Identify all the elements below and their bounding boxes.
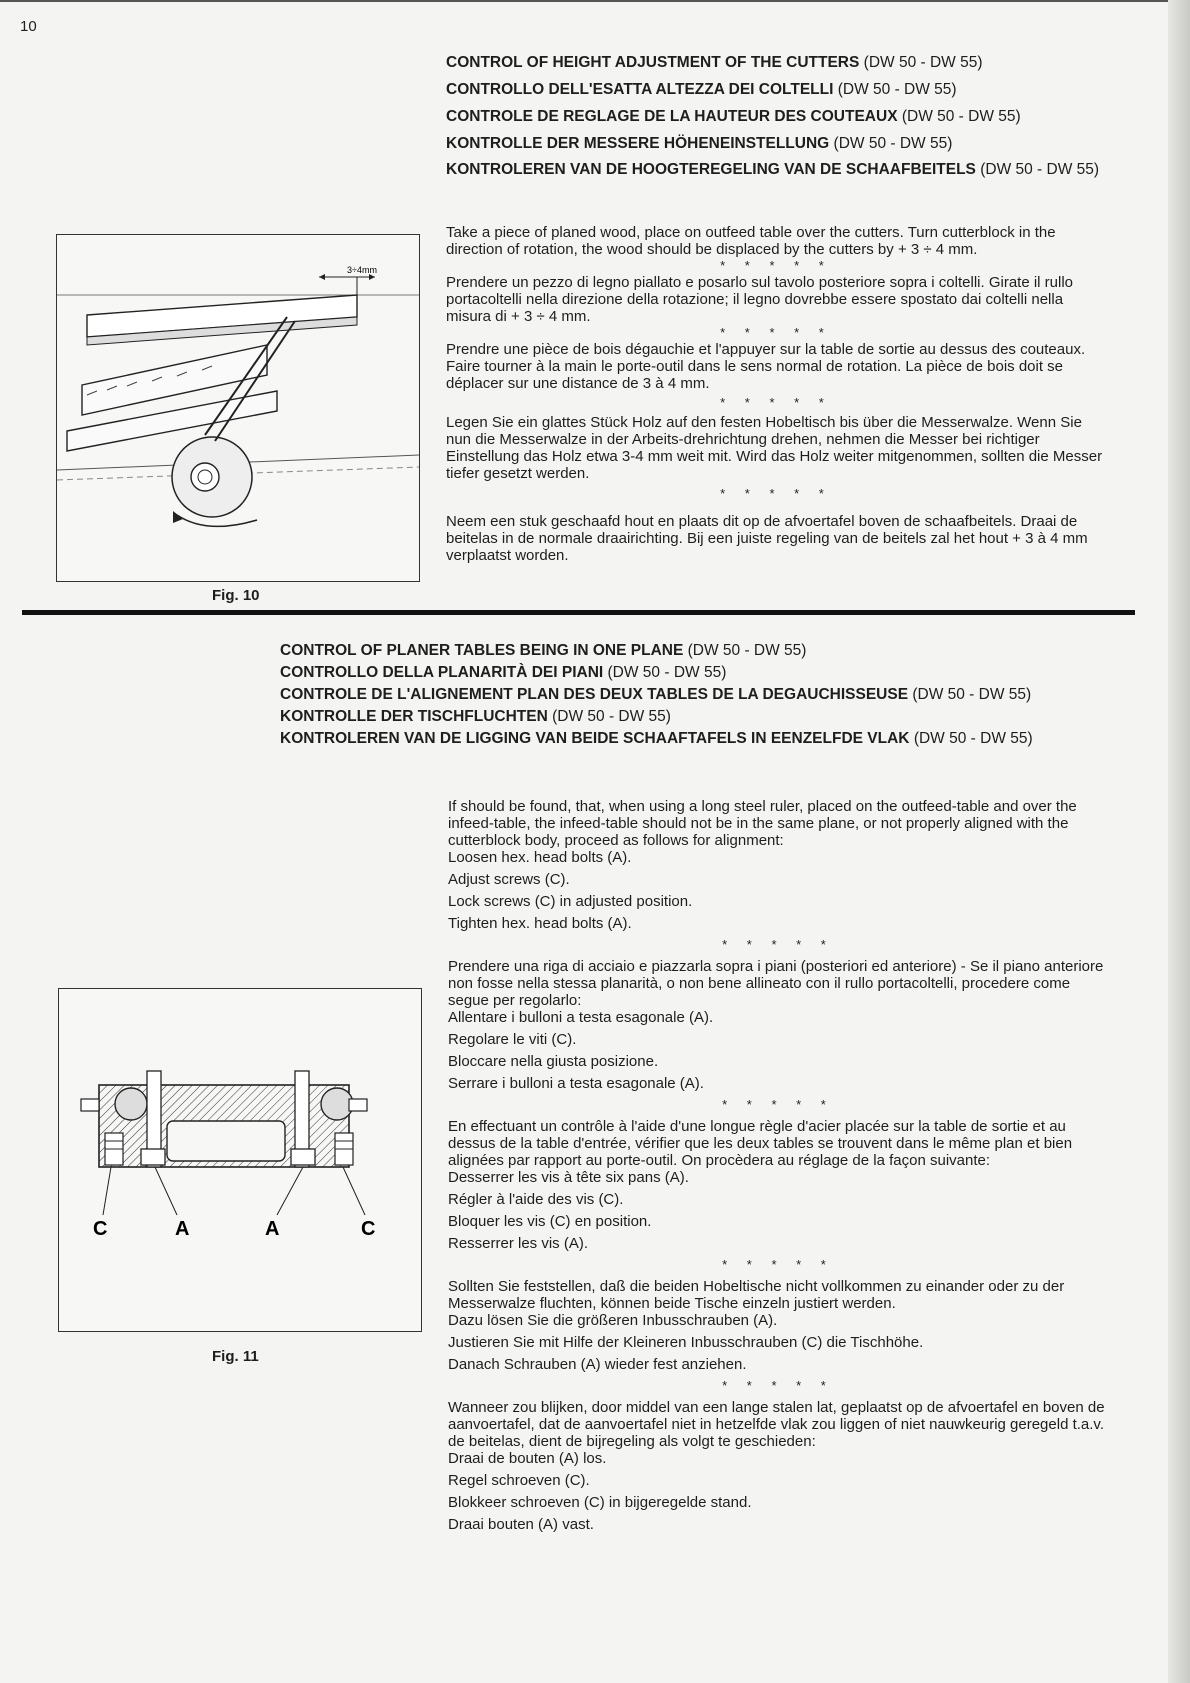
- heading-nl: KONTROLEREN VAN DE LIGGING VAN BEIDE SCHAAFTAFELS IN EENZELFDE VLAK (DW 50 - DW 55): [280, 730, 1033, 747]
- intro-nl: Wanneer zou blijken, door middel van een lange stalen lat, geplaatst op de afvoertafel en boven de aanvoertafel, dat de aanvoertafel niet in hetzelfde vlak zou liggen of niet nauwkeurig geregeld t.a.v. de beitelas, dient de bijregeling als volgt te geschieden:: [448, 1399, 1105, 1450]
- heading-en: CONTROL OF HEIGHT ADJUSTMENT OF THE CUTTERS (DW 50 - DW 55): [446, 54, 983, 71]
- step: Bloccare nella giusta posizione.: [448, 1053, 659, 1070]
- section1-text: [446, 224, 1106, 564]
- step: Dazu lösen Sie die größeren Inbusschrauben (A).: [448, 1312, 778, 1329]
- paragraph-de: Legen Sie ein glattes Stück Holz auf den festen Hobeltisch bis über die Messerwalze. Wenn Sie nun die Messerwalze in der Arbeits-drehrichtung drehen, nehmen die Messer bei richtiger Einstellung das Holz etwa 3-4 mm weit mit. Wird das Holz weiter mitgenommen, sollten die Messer tiefer gesetzt werden.: [446, 414, 1103, 482]
- separator-stars: * * * * *: [722, 1378, 834, 1393]
- separator-stars: * * * * *: [722, 1257, 834, 1272]
- step: Regolare le viti (C).: [448, 1031, 577, 1048]
- separator-stars: * * * * *: [722, 937, 834, 952]
- separator-stars: * * * * *: [720, 486, 832, 501]
- step: Loosen hex. head bolts (A).: [448, 849, 632, 866]
- step: Justieren Sie mit Hilfe der Kleineren Inbusschrauben (C) die Tischhöhe.: [448, 1334, 924, 1351]
- step: Desserrer les vis à tête six pans (A).: [448, 1169, 689, 1186]
- paragraph-it: Prendere un pezzo di legno piallato e posarlo sul tavolo posteriore sopra i coltelli. Girate il rullo portacoltelli nella direzione della rotazione; il legno dovrebbe essere spostato dai coltelli nella misura di + 3 ÷ 4 mm.: [446, 274, 1074, 325]
- separator-stars: * * * * *: [722, 1097, 834, 1112]
- step: Allentare i bulloni a testa esagonale (A).: [448, 1009, 714, 1026]
- label-a-right: A: [265, 1218, 280, 1240]
- section-divider: [22, 610, 1135, 615]
- label-c-right: C: [361, 1218, 376, 1240]
- step: Resserrer les vis (A).: [448, 1235, 589, 1252]
- step: Lock screws (C) in adjusted position.: [448, 893, 693, 910]
- heading-nl: KONTROLEREN VAN DE HOOGTEREGELING VAN DE SCHAAFBEITELS (DW 50 - DW 55): [446, 161, 1100, 178]
- label-c-left: C: [93, 1218, 108, 1240]
- section1-headings: [446, 52, 1106, 180]
- step: Blokkeer schroeven (C) in bijgeregelde stand.: [448, 1494, 752, 1511]
- step: Draai bouten (A) vast.: [448, 1516, 594, 1533]
- figure-10-frame: [56, 234, 420, 582]
- heading-de: KONTROLLE DER TISCHFLUCHTEN (DW 50 - DW 55): [280, 708, 671, 725]
- step: Tighten hex. head bolts (A).: [448, 915, 632, 932]
- intro-it: Prendere una riga di acciaio e piazzarla sopra i piani (posteriori ed anteriore) - Se il piano anteriore non fosse nella stessa planarità, o non bene allineato con il rullo portacoltelli, procedere come segue per regolarlo:: [448, 958, 1104, 1009]
- heading-de: KONTROLLE DER MESSERE HÖHENEINSTELLUNG (DW 50 - DW 55): [446, 135, 953, 152]
- figure-11-caption: Fig. 11: [212, 1348, 259, 1365]
- intro-de: Sollten Sie feststellen, daß die beiden Hobeltische nicht vollkommen zu einander oder zu der Messerwalze fluchten, können beide Tische einzeln justiert werden.: [448, 1278, 1065, 1312]
- paragraph-fr: Prendre une pièce de bois dégauchie et l'appuyer sur la table de sortie au dessus des couteaux. Faire tourner à la main le porte-outil dans le sens normal de rotation. La pièce de bois doit se déplacer sur une distance de 3 à 4 mm.: [446, 341, 1086, 392]
- figure-11-drawing: [59, 989, 421, 1331]
- dimension-label: 3÷4mm: [347, 265, 377, 275]
- separator-stars: * * * * *: [720, 325, 832, 340]
- heading-en: CONTROL OF PLANER TABLES BEING IN ONE PLANE (DW 50 - DW 55): [280, 642, 807, 659]
- paragraph-en: Take a piece of planed wood, place on outfeed table over the cutters. Turn cutterblock in the direction of rotation, the wood should be displaced by the cutters by + 3 ÷ 4 mm.: [446, 224, 1056, 258]
- page-number: 10: [20, 18, 37, 35]
- intro-fr: En effectuant un contrôle à l'aide d'une longue règle d'acier placée sur la table de sortie et au dessus de la table d'entrée, vérifier que les deux tables se trouvent dans le même plan et bien alignées par rapport au porte-outil. On procèdera au réglage de la façon suivante:: [448, 1118, 1073, 1169]
- section2-text: [448, 798, 1108, 1533]
- figure-10-drawing: [57, 235, 419, 581]
- paragraph-nl: Neem een stuk geschaafd hout en plaats dit op de afvoertafel boven de schaafbeitels. Draai de beitelas in de normale draairichting. Bij een juiste regeling van de beitels zal het hout + 3 à 4 mm verplaatst worden.: [446, 513, 1088, 564]
- intro-en: If should be found, that, when using a long steel ruler, placed on the outfeed-table and over the infeed-table, the infeed-table should not be in the same plane, or not properly aligned with the cutterblock body, proceed as follows for alignment:: [448, 798, 1077, 849]
- heading-fr: CONTROLE DE REGLAGE DE LA HAUTEUR DES COUTEAUX (DW 50 - DW 55): [446, 108, 1021, 125]
- heading-fr: CONTROLE DE L'ALIGNEMENT PLAN DES DEUX TABLES DE LA DEGAUCHISSEUSE (DW 50 - DW 55): [280, 686, 1032, 703]
- section2-headings: [280, 640, 1120, 750]
- heading-it: CONTROLLO DELL'ESATTA ALTEZZA DEI COLTELLI (DW 50 - DW 55): [446, 81, 957, 98]
- figure-11-frame: [58, 988, 422, 1332]
- step: Adjust screws (C).: [448, 871, 570, 888]
- step: Regel schroeven (C).: [448, 1472, 590, 1489]
- step: Régler à l'aide des vis (C).: [448, 1191, 624, 1208]
- figure-10-caption: Fig. 10: [212, 587, 260, 604]
- top-edge-line: [0, 0, 1190, 2]
- step: Bloquer les vis (C) en position.: [448, 1213, 652, 1230]
- label-a-left: A: [175, 1218, 190, 1240]
- step: Draai de bouten (A) los.: [448, 1450, 607, 1467]
- separator-stars: * * * * *: [720, 395, 832, 410]
- step: Serrare i bulloni a testa esagonale (A).: [448, 1075, 704, 1092]
- separator-stars: * * * * *: [720, 258, 832, 273]
- heading-it: CONTROLLO DELLA PLANARITÀ DEI PIANI (DW 50 - DW 55): [280, 664, 727, 681]
- step: Danach Schrauben (A) wieder fest anziehen.: [448, 1356, 747, 1373]
- page-edge-shadow: [1168, 0, 1190, 1683]
